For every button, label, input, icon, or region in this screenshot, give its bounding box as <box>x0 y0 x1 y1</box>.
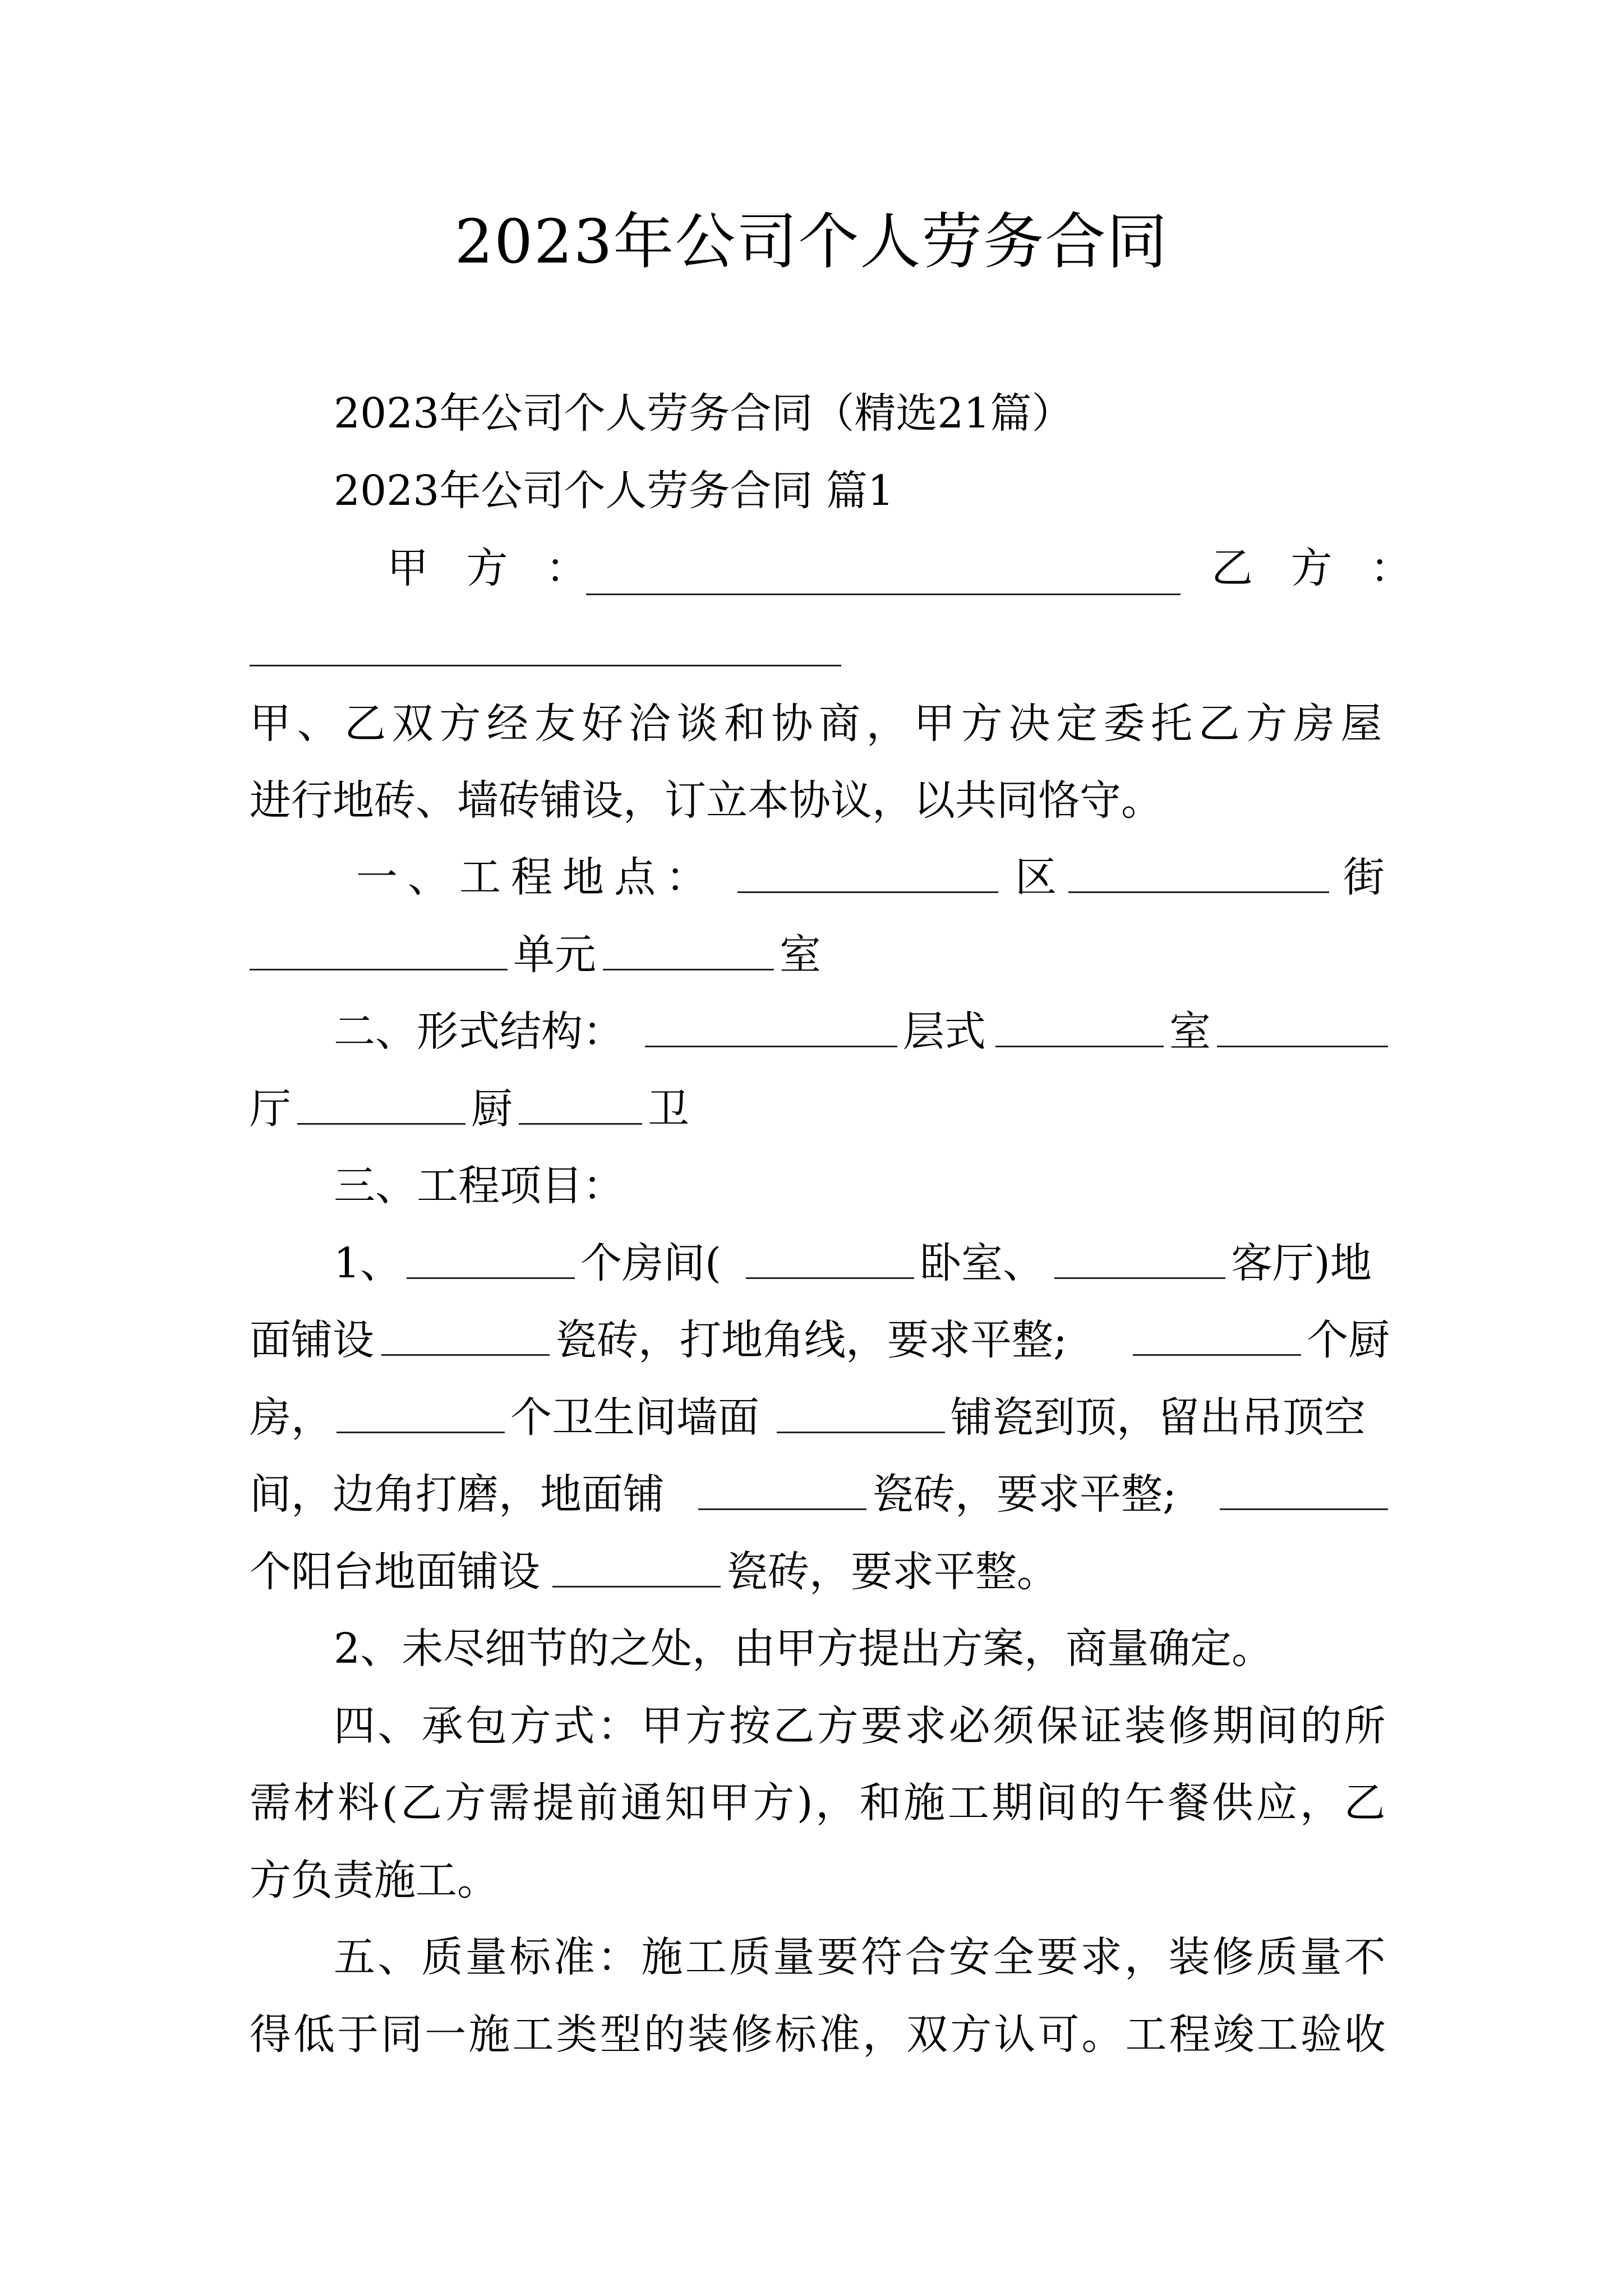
i3-c: 铺瓷到顶，留出吊顶空 <box>951 1393 1366 1442</box>
s2-blank-kitchens <box>297 1088 465 1125</box>
i1-blank-2 <box>746 1243 914 1279</box>
s2-blank-baths <box>519 1088 642 1125</box>
s1-blank-building <box>250 934 508 970</box>
i3-blank-1 <box>336 1397 505 1433</box>
i2-a: 面铺设 <box>250 1316 374 1364</box>
s2-blank-floors <box>645 1011 897 1047</box>
party-b-label: 乙 方 ： <box>1211 544 1424 592</box>
item-2: 2、未尽细节的之处，由甲方提出方案，商量确定。 <box>334 1625 1274 1673</box>
i1-blank-1 <box>407 1243 575 1279</box>
i3-b: 个卫生间墙面 <box>510 1393 759 1442</box>
s2-cengshi: 层式 <box>903 1007 986 1056</box>
s1-blank-district <box>737 857 998 893</box>
s1-blank-unit <box>603 934 774 970</box>
i1-a: 1、 <box>334 1239 402 1287</box>
intro-line-1: 甲、乙双方经友好洽谈和协商，甲方决定委托乙方房屋 <box>250 700 1388 748</box>
document-title: 2023年公司个人劳务合同 <box>454 207 1169 277</box>
s2-wei: 卫 <box>648 1085 689 1133</box>
s2-blank-rooms <box>995 1011 1164 1047</box>
i4-blank-2 <box>1220 1474 1388 1510</box>
s2-ting: 厅 <box>250 1085 291 1133</box>
s2-shi: 室 <box>1169 1007 1211 1056</box>
i1-b: 个房间( <box>580 1239 721 1287</box>
i2-blank-1 <box>381 1319 550 1356</box>
i5-b: 瓷砖，要求平整。 <box>726 1548 1058 1596</box>
i5-a: 个阳台地面铺设 <box>250 1548 540 1596</box>
s2-blank-halls <box>1217 1011 1388 1047</box>
i4-b: 瓷砖，要求平整; <box>872 1470 1177 1519</box>
party-a-label: 甲 方 ： <box>387 544 600 592</box>
i1-c: 卧室、 <box>920 1239 1044 1287</box>
s1-shi: 室 <box>780 931 821 979</box>
s5-line-2: 得低于同一施工类型的装修标准，双方认可。工程竣工验收 <box>250 2010 1388 2059</box>
s4-line-2: 需材料(乙方需提前通知甲方)，和施工期间的午餐供应，乙 <box>250 1779 1388 1827</box>
party-a-blank <box>586 561 1181 595</box>
s2-chu: 厨 <box>471 1085 513 1133</box>
s1-danyuan: 单元 <box>513 931 596 979</box>
i3-a: 房， <box>250 1393 333 1442</box>
s1-jie: 街 <box>1343 853 1385 901</box>
section-heading: 2023年公司个人劳务合同 篇1 <box>334 467 894 515</box>
i4-blank-1 <box>698 1474 866 1510</box>
i2-b: 瓷砖，打地角线，要求平整; <box>555 1316 1067 1364</box>
document-subtitle: 2023年公司个人劳务合同（精选21篇） <box>334 389 1073 438</box>
i1-d: 客厅)地 <box>1231 1239 1372 1287</box>
s3-label: 三、工程项目： <box>334 1162 624 1210</box>
intro-line-2: 进行地砖、墙砖铺设，订立本协议，以共同恪守。 <box>250 776 1163 825</box>
s1-label: 一、工程地点： <box>356 853 717 901</box>
s1-blank-street <box>1068 857 1329 893</box>
s4-line-3: 方负责施工。 <box>250 1856 499 1904</box>
i4-a: 间，边角打磨，地面铺 <box>250 1470 665 1519</box>
s4-line-1: 四、承包方式：甲方按乙方要求必须保证装修期间的所 <box>334 1702 1388 1750</box>
i2-blank-2 <box>1133 1319 1301 1356</box>
i1-blank-3 <box>1054 1243 1225 1279</box>
i3-blank-2 <box>777 1397 945 1433</box>
party-b-blank <box>250 631 841 666</box>
i5-blank-1 <box>552 1551 721 1588</box>
s2-label: 二、形式结构： <box>334 1007 624 1056</box>
i2-c: 个厨 <box>1307 1316 1390 1364</box>
s5-line-1: 五、质量标准：施工质量要符合安全要求，装修质量不 <box>334 1933 1388 1981</box>
s1-qu: 区 <box>1015 853 1057 901</box>
